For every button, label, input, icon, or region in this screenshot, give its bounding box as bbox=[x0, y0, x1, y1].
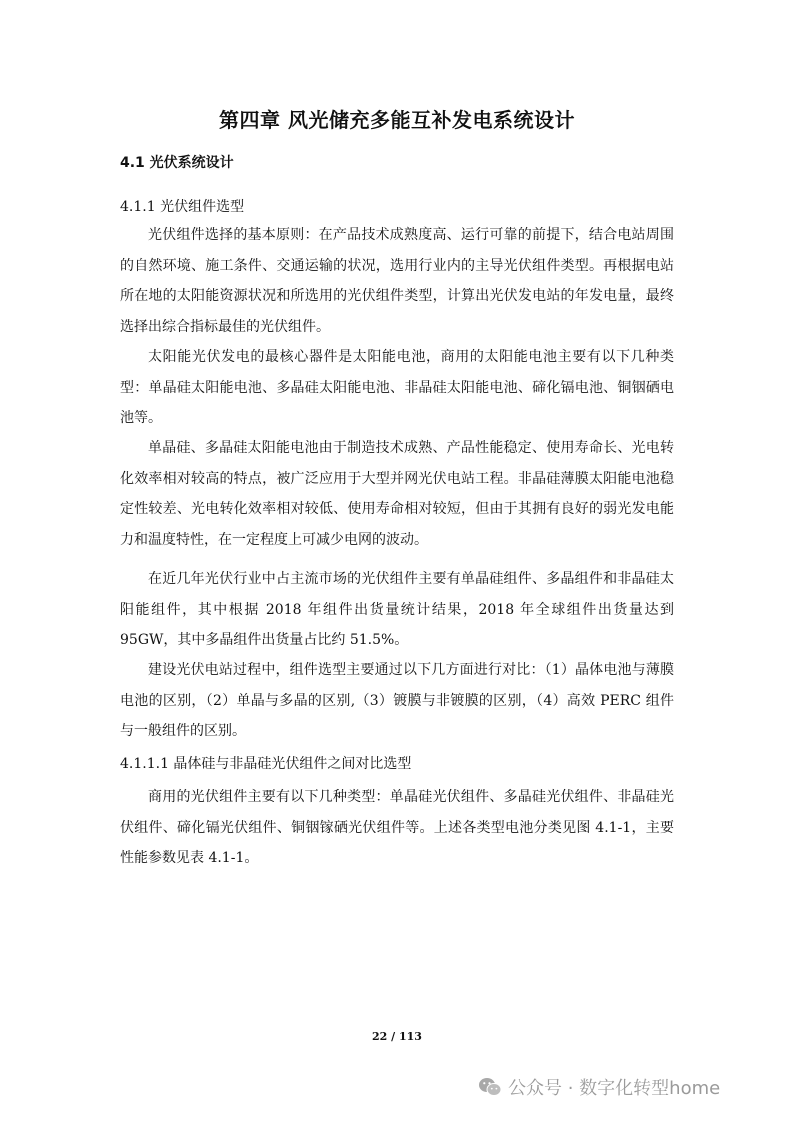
wechat-icon bbox=[478, 1076, 502, 1098]
paragraph: 单晶硅、多晶硅太阳能电池由于制造技术成熟、产品性能稳定、使用寿命长、光电转化效率相对较高的特点，被广泛应用于大型并网光伏电站工程。非晶硅薄膜太阳能电池稳定性较差、光电转化效率相对较低、使用寿命相对较短，但由于其拥有良好的弱光发电能力和温度特性，在一定程度上可减少电网的波动。 bbox=[120, 440, 674, 548]
section-heading: 4.1 光伏系统设计 bbox=[120, 155, 234, 171]
paragraph: 建设光伏电站过程中，组件选型主要通过以下几方面进行对比：（1）晶体电池与薄膜电池的区别，（2）单晶与多晶的区别,（3）镀膜与非镀膜的区别，（4）高效 PERC 组件与一般组件的区别。 bbox=[120, 662, 674, 739]
paragraph: 在近几年光伏行业中占主流市场的光伏组件主要有单晶硅组件、多晶组件和非晶硅太阳能组件，其中根据 2018 年组件出货量统计结果，2018 年全球组件出货量达到 95GW，其中多晶组件出货量占比约 51.5%。 bbox=[120, 571, 674, 648]
paragraph: 商用的光伏组件主要有以下几种类型：单晶硅光伏组件、多晶硅光伏组件、非晶硅光伏组件、碲化镉光伏组件、铜铟镓硒光伏组件等。上述各类型电池分类见图 4.1-1，主要性能参数见表 4.1-1。 bbox=[120, 789, 674, 866]
subsection-heading: 4.1.1.1 晶体硅与非晶硅光伏组件之间对比选型 bbox=[120, 756, 412, 772]
subsection-heading: 4.1.1 光伏组件选型 bbox=[120, 199, 245, 215]
watermark-text: 公众号 · 数字化转型home bbox=[508, 1078, 721, 1099]
paragraph: 太阳能光伏发电的最核心器件是太阳能电池，商用的太阳能电池主要有以下几种类型：单晶硅太阳能电池、多晶硅太阳能电池、非晶硅太阳能电池、碲化镉电池、铜铟硒电池等。 bbox=[120, 349, 674, 426]
paragraph: 光伏组件选择的基本原则：在产品技术成熟度高、运行可靠的前提下，结合电站周围的自然环境、施工条件、交通运输的状况，选用行业内的主导光伏组件类型。再根据电站所在地的太阳能资源状况和所选用的光伏组件类型，计算出光伏发电站的年发电量，最终选择出综合指标最佳的光伏组件。 bbox=[120, 227, 674, 335]
page-number: 22 / 113 bbox=[372, 1030, 422, 1043]
watermark bbox=[478, 1074, 720, 1100]
chapter-title: 第四章 风光储充多能互补发电系统设计 bbox=[219, 108, 575, 132]
